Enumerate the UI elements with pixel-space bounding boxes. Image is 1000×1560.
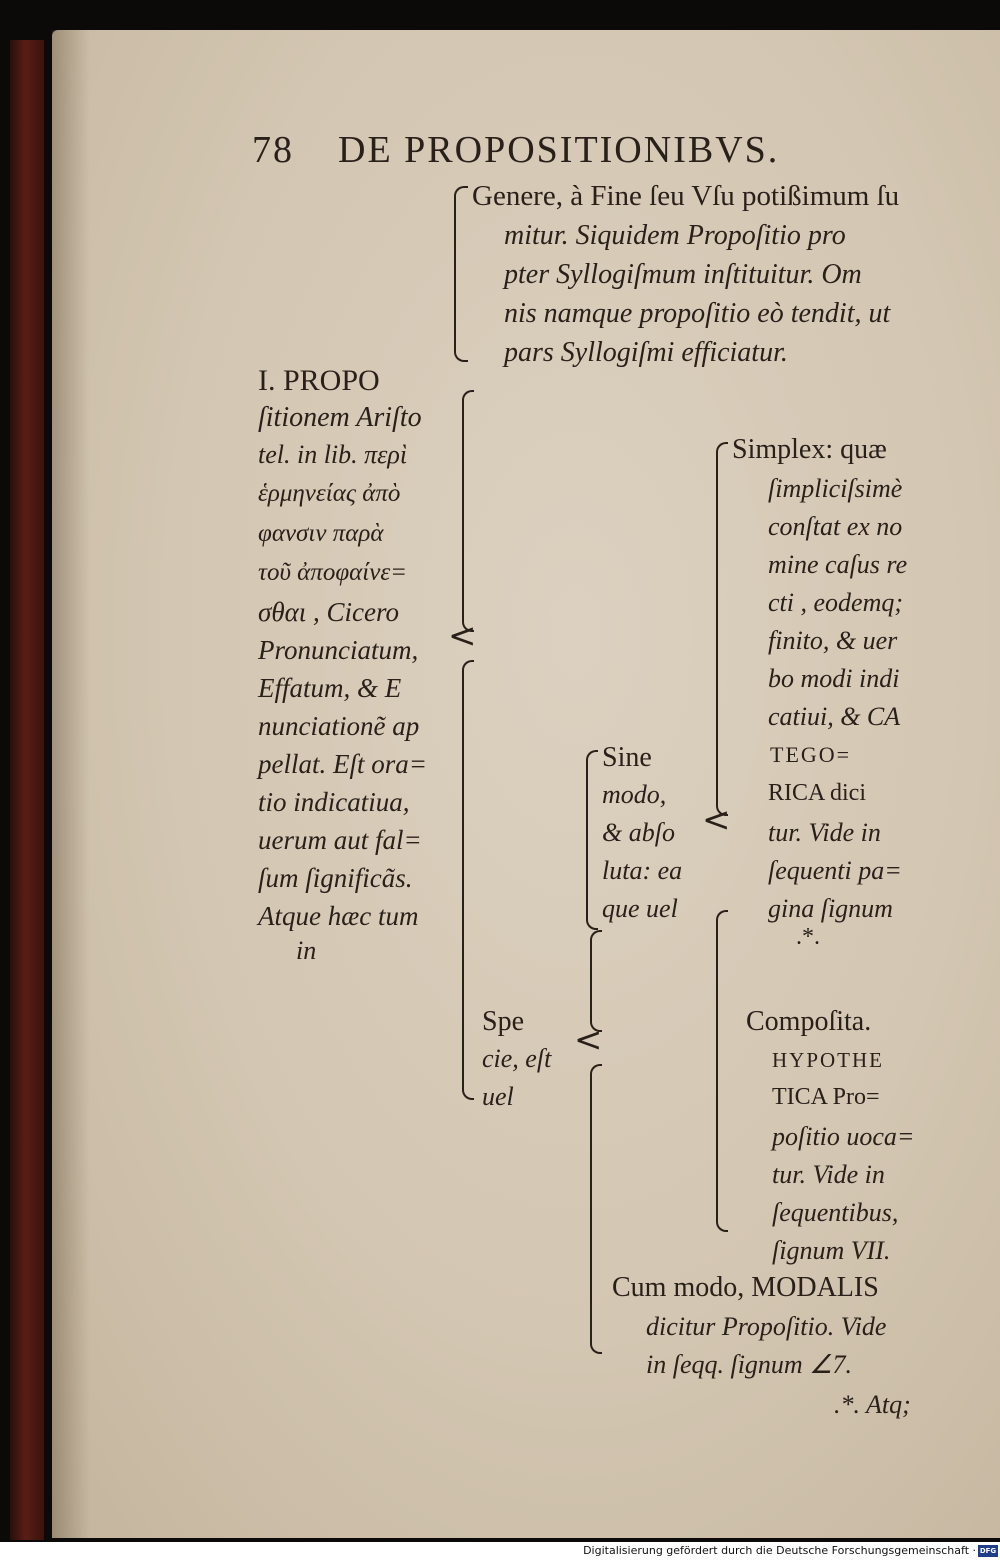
- simplex-line-7: bo modi indi: [768, 664, 900, 693]
- composita-line-3: TICA Pro=: [772, 1084, 880, 1110]
- simplex-line-2: ſimpliciſsimè: [768, 474, 903, 503]
- footer-bar: [0, 1542, 1000, 1560]
- simplex-line-6: finito, & uer: [768, 626, 898, 655]
- simplex-line-5: cti , eodemq;: [768, 588, 904, 617]
- asterism-simplex: .*.: [796, 924, 820, 950]
- main-bracket-lower: [462, 660, 474, 1100]
- specie-line-2: cie, eſt: [482, 1044, 552, 1073]
- page-title: DE PROPOSITIONIBVS.: [338, 129, 780, 171]
- sine-bracket: [586, 750, 598, 930]
- left-line-8: Pronunciatum,: [258, 635, 419, 665]
- left-line-1: I. PROPO: [258, 364, 380, 397]
- page-number: 78: [252, 129, 294, 171]
- simplex-line-8: catiui, & CA: [768, 702, 901, 731]
- left-line-2: ſitionem Ariſto: [258, 402, 422, 433]
- left-line-9: Effatum, & E: [258, 673, 402, 703]
- left-line-11: pellat. Eſt ora=: [258, 749, 427, 779]
- simplex-line-9: TEGO=: [770, 742, 852, 767]
- specie-line-1: Spe: [482, 1006, 524, 1037]
- footer-text: Digitalisierung gefördert durch die Deutsche Forschungsgemeinschaft ·: [583, 1544, 976, 1557]
- main-brace-point: <: [448, 616, 477, 656]
- cum-modo-line-3: in ſeqq. ſignum ∠7.: [646, 1350, 853, 1379]
- composita-line-6: ſequentibus,: [772, 1198, 899, 1227]
- composita-line-2: HYPOTHE: [772, 1048, 884, 1072]
- left-line-6: τοῦ ἀποφαίνε=: [258, 559, 408, 586]
- left-line-14: ſum ſignificãs.: [258, 863, 413, 893]
- genere-line-2: mitur. Siquidem Propoſitio pro: [504, 220, 846, 251]
- genere-line-4: nis namque propoſitio eò tendit, ut: [504, 298, 891, 329]
- cum-modo-line-2: dicitur Propoſitio. Vide: [646, 1312, 887, 1341]
- sine-line-2: modo,: [602, 780, 667, 809]
- catchword: .*. Atq;: [834, 1390, 911, 1419]
- composita-bracket: [716, 910, 728, 1232]
- simplex-line-13: gina ſignum: [768, 894, 893, 923]
- composita-line-7: ſignum VII.: [772, 1236, 891, 1265]
- genere-line-3: pter Syllogiſmum inſtituitur. Om: [504, 259, 862, 290]
- specie-line-3: uel: [482, 1082, 514, 1111]
- left-line-13: uerum aut fal=: [258, 825, 422, 855]
- specie-brace-point: <: [574, 1020, 603, 1060]
- simplex-line-1: Simplex: quæ: [732, 434, 887, 465]
- specie-bracket-upper: [590, 930, 602, 1032]
- specie-bracket-lower: [590, 1064, 602, 1354]
- sine-line-3: & abſo: [602, 818, 675, 847]
- left-line-10: nunciationẽ ap: [258, 711, 420, 741]
- sine-brace-point: <: [702, 800, 731, 840]
- left-line-3: tel. in lib. περὶ: [258, 440, 408, 469]
- composita-line-1: Compoſita.: [746, 1006, 872, 1037]
- sine-line-5: que uel: [602, 894, 678, 923]
- simplex-line-11: tur. Vide in: [768, 818, 881, 847]
- simplex-line-12: ſequenti pa=: [768, 856, 902, 885]
- composita-line-4: poſitio uoca=: [772, 1122, 915, 1151]
- left-line-15: Atque hæc tum: [258, 901, 419, 931]
- simplex-line-10: RICA dici: [768, 780, 867, 806]
- simplex-bracket: [716, 442, 728, 816]
- left-line-5: φανσιν παρὰ: [258, 520, 384, 547]
- sine-line-1: Sine: [602, 742, 652, 773]
- genere-line-5: pars Syllogiſmi efficiatur.: [504, 337, 788, 368]
- sine-line-4: luta: ea: [602, 856, 683, 885]
- composita-line-5: tur. Vide in: [772, 1160, 885, 1189]
- genere-line-1: Genere, à Fine ſeu Vſu potißimum ſu: [472, 180, 900, 212]
- left-line-12: tio indicatiua,: [258, 787, 410, 817]
- simplex-line-3: conſtat ex no: [768, 512, 903, 541]
- cum-modo-line-1: Cum modo, MODALIS: [612, 1272, 879, 1303]
- left-line-7: σθαι , Cicero: [258, 597, 399, 627]
- main-bracket-upper: [462, 390, 474, 632]
- book-spine-edge: [10, 40, 44, 1540]
- left-line-4: ἑρμηνείας ἀπὸ: [258, 480, 401, 507]
- simplex-line-4: mine caſus re: [768, 550, 908, 579]
- dfg-logo-icon: DFG: [979, 1547, 997, 1555]
- genere-bracket: [454, 186, 468, 362]
- book-page: [52, 30, 1000, 1538]
- left-line-16: in: [296, 936, 317, 965]
